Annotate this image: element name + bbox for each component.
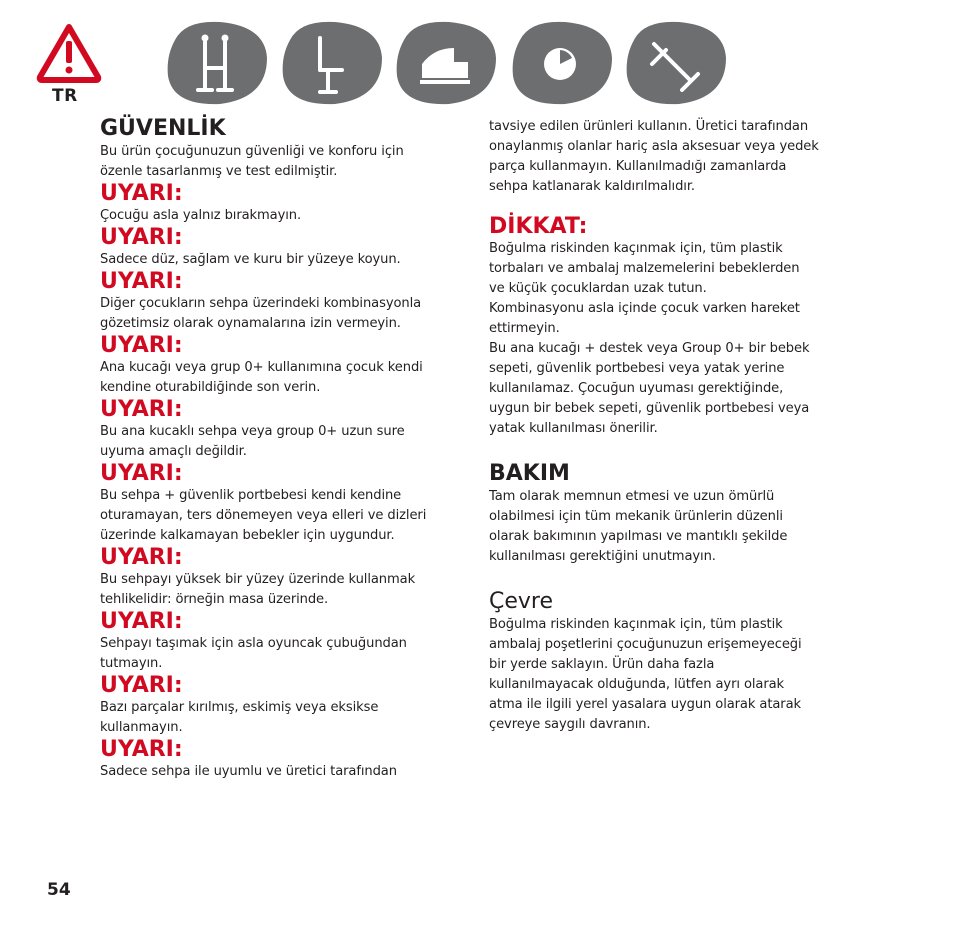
warning-block [100, 182, 452, 226]
warning-text: Bazı parçalar kırılmış, eskimiş veya eksikse kullanmayın. [100, 700, 379, 735]
folded-icon [624, 18, 728, 106]
warning-block [100, 610, 452, 674]
warning-label: UYARI: [100, 225, 183, 250]
warning-block [100, 398, 452, 462]
language-code: TR [52, 86, 78, 106]
warning-label: UYARI: [100, 333, 183, 358]
warning-label: UYARI: [100, 737, 183, 762]
cevre-text: Boğulma riskinden kaçınmak için, tüm plastik ambalaj poşetlerini çocuğunuzun erişemeyeceği bir yerde saklayın. Ürün daha fazla kullanılmayacak olduğunda, lütfen ayrı olarak atma ile ilgili yerel yasalara uygun olarak atarak çevreye saygılı davranın. [489, 617, 802, 732]
warning-text: Bu sehpa + güvenlik portbebesi kendi kendine oturamayan, ters dönemeyen veya elleri ve dizleri üzerinde kalkamayan bebekler için uygundur. [100, 488, 427, 543]
left-column [100, 116, 452, 782]
bakim-text: Tam olarak memnun etmesi ve uzun ömürlü olabilmesi için tüm mekanik ürünlerin düzenli olarak bakımının yapılması ve mantıklı şekilde kullanılması gerektiğini unutmayın. [489, 489, 788, 564]
warning-text: Sadece düz, sağlam ve kuru bir yüzeye koyun. [100, 252, 401, 267]
warning-text: Diğer çocukların sehpa üzerindeki kombinasyonla gözetimsiz olarak oynamalarına izin vermeyin. [100, 296, 422, 331]
warning-text: Sehpayı taşımak için asla oyuncak çubuğundan tutmayın. [100, 636, 407, 671]
warning-text: Bu sehpayı yüksek bir yüzey üzerinde kullanmak tehlikelidir: örneğin masa üzerinde. [100, 572, 416, 607]
warning-continuation-text: tavsiye edilen ürünleri kullanın. Üretici tarafından onaylanmış olanlar hariç asla aksesuar veya yedek parça kullanmayın. Kullanılmadığı zamanlarda sehpa katlanarak kaldırılmalıdır. [489, 119, 819, 194]
warning-text: Sadece sehpa ile uyumlu ve üretici tarafından [100, 764, 397, 779]
cup-holder-icon [510, 18, 614, 106]
warning-text: Ana kucağı veya grup 0+ kullanımına çocuk kendi kendine oturabildiğinde son verin. [100, 360, 423, 395]
page-number: 54 [47, 880, 71, 900]
dikkat-text: Boğulma riskinden kaçınmak için, tüm plastik torbaları ve ambalaj malzemelerini bebeklerden ve küçük çocuklardan uzak tutun. Kombinasyonu asla içinde çocuk varken hareket ettirmeyin. Bu ana kucağı + destek veya Group 0+ bir bebek sepeti, güvenlik portbebesi veya yatak yerine kullanılamaz. Çocuğun uyuması gerektiğinde, uygun bir bebek sepeti, güvenlik portbebesi veya yatak kullanılması önerilir. [489, 241, 810, 436]
warning-block [100, 270, 452, 334]
warning-block [100, 674, 452, 738]
warning-label: UYARI: [100, 461, 183, 486]
right-column [489, 117, 841, 735]
warning-label: UYARI: [100, 397, 183, 422]
warning-block [100, 334, 452, 398]
warning-text: Çocuğu asla yalnız bırakmayın. [100, 208, 302, 223]
warning-label: UYARI: [100, 181, 183, 206]
safety-heading: GÜVENLİK [100, 116, 226, 141]
safety-intro: Bu ürün çocuğunuzun güvenliği ve konforu için özenle tasarlanmış ve test edilmiştir. [100, 144, 404, 179]
cevre-heading: Çevre [489, 589, 554, 614]
bakim-heading: BAKIM [489, 461, 570, 486]
dikkat-heading: DİKKAT: [489, 214, 588, 239]
warning-label: UYARI: [100, 269, 183, 294]
warning-block [100, 738, 452, 782]
walker-mode-icon [165, 18, 269, 106]
carrycot-icon [394, 18, 498, 106]
warning-block [100, 226, 452, 270]
warning-label: UYARI: [100, 673, 183, 698]
warning-label: UYARI: [100, 609, 183, 634]
warning-block [100, 546, 452, 610]
warning-triangle-icon [36, 23, 102, 83]
warning-text: Bu ana kucaklı sehpa veya group 0+ uzun sure uyuma amaçlı değildir. [100, 424, 405, 459]
warning-block [100, 462, 452, 546]
warning-label: UYARI: [100, 545, 183, 570]
seat-mode-icon [280, 18, 384, 106]
